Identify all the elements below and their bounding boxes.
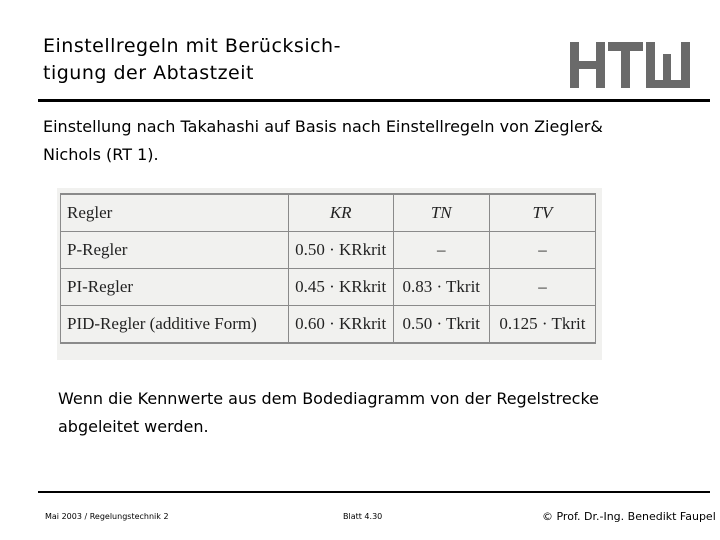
header-tn: TN: [393, 194, 489, 232]
slide-title-line-1: Einstellregeln mit Berücksich-: [43, 35, 341, 57]
cell-tv: –: [489, 269, 595, 306]
tuning-rules-table: [60, 193, 596, 344]
note-line-2: abgeleitet werden.: [58, 417, 209, 436]
cell-tn: –: [393, 232, 489, 269]
footer-divider: [38, 491, 710, 493]
htw-logo: [570, 40, 692, 90]
cell-tv: –: [489, 232, 595, 269]
cell-regler: P-Regler: [61, 232, 289, 269]
intro-line-1: Einstellung nach Takahashi auf Basis nach Einstellregeln von Ziegler&: [43, 117, 603, 136]
header-kr: KR: [288, 194, 393, 232]
cell-tn: 0.50 · Tkrit: [393, 306, 489, 344]
slide-title-line-2: tigung der Abtastzeit: [43, 62, 254, 84]
table-row: [61, 269, 596, 306]
slide-title: [43, 33, 463, 87]
intro-text: [43, 113, 703, 169]
footer-copyright: © Prof. Dr.-Ing. Benedikt Faupel: [542, 510, 716, 523]
bode-note: [58, 385, 698, 441]
cell-kr: 0.45 · KRkrit: [288, 269, 393, 306]
footer-page-number: Blatt 4.30: [343, 512, 383, 521]
table-header-row: [61, 194, 596, 232]
table-row: [61, 232, 596, 269]
cell-tv: 0.125 · Tkrit: [489, 306, 595, 344]
cell-regler: PID-Regler (additive Form): [61, 306, 289, 344]
cell-kr: 0.50 · KRkrit: [288, 232, 393, 269]
title-divider: [38, 99, 710, 102]
cell-tn: 0.83 · Tkrit: [393, 269, 489, 306]
header-regler: Regler: [61, 194, 289, 232]
footer-date-course: Mai 2003 / Regelungstechnik 2: [45, 512, 169, 521]
header-tv: TV: [489, 194, 595, 232]
table-row: [61, 306, 596, 344]
intro-line-2: Nichols (RT 1).: [43, 145, 159, 164]
cell-kr: 0.60 · KRkrit: [288, 306, 393, 344]
note-line-1: Wenn die Kennwerte aus dem Bodediagramm von der Regelstrecke: [58, 389, 600, 408]
cell-regler: PI-Regler: [61, 269, 289, 306]
